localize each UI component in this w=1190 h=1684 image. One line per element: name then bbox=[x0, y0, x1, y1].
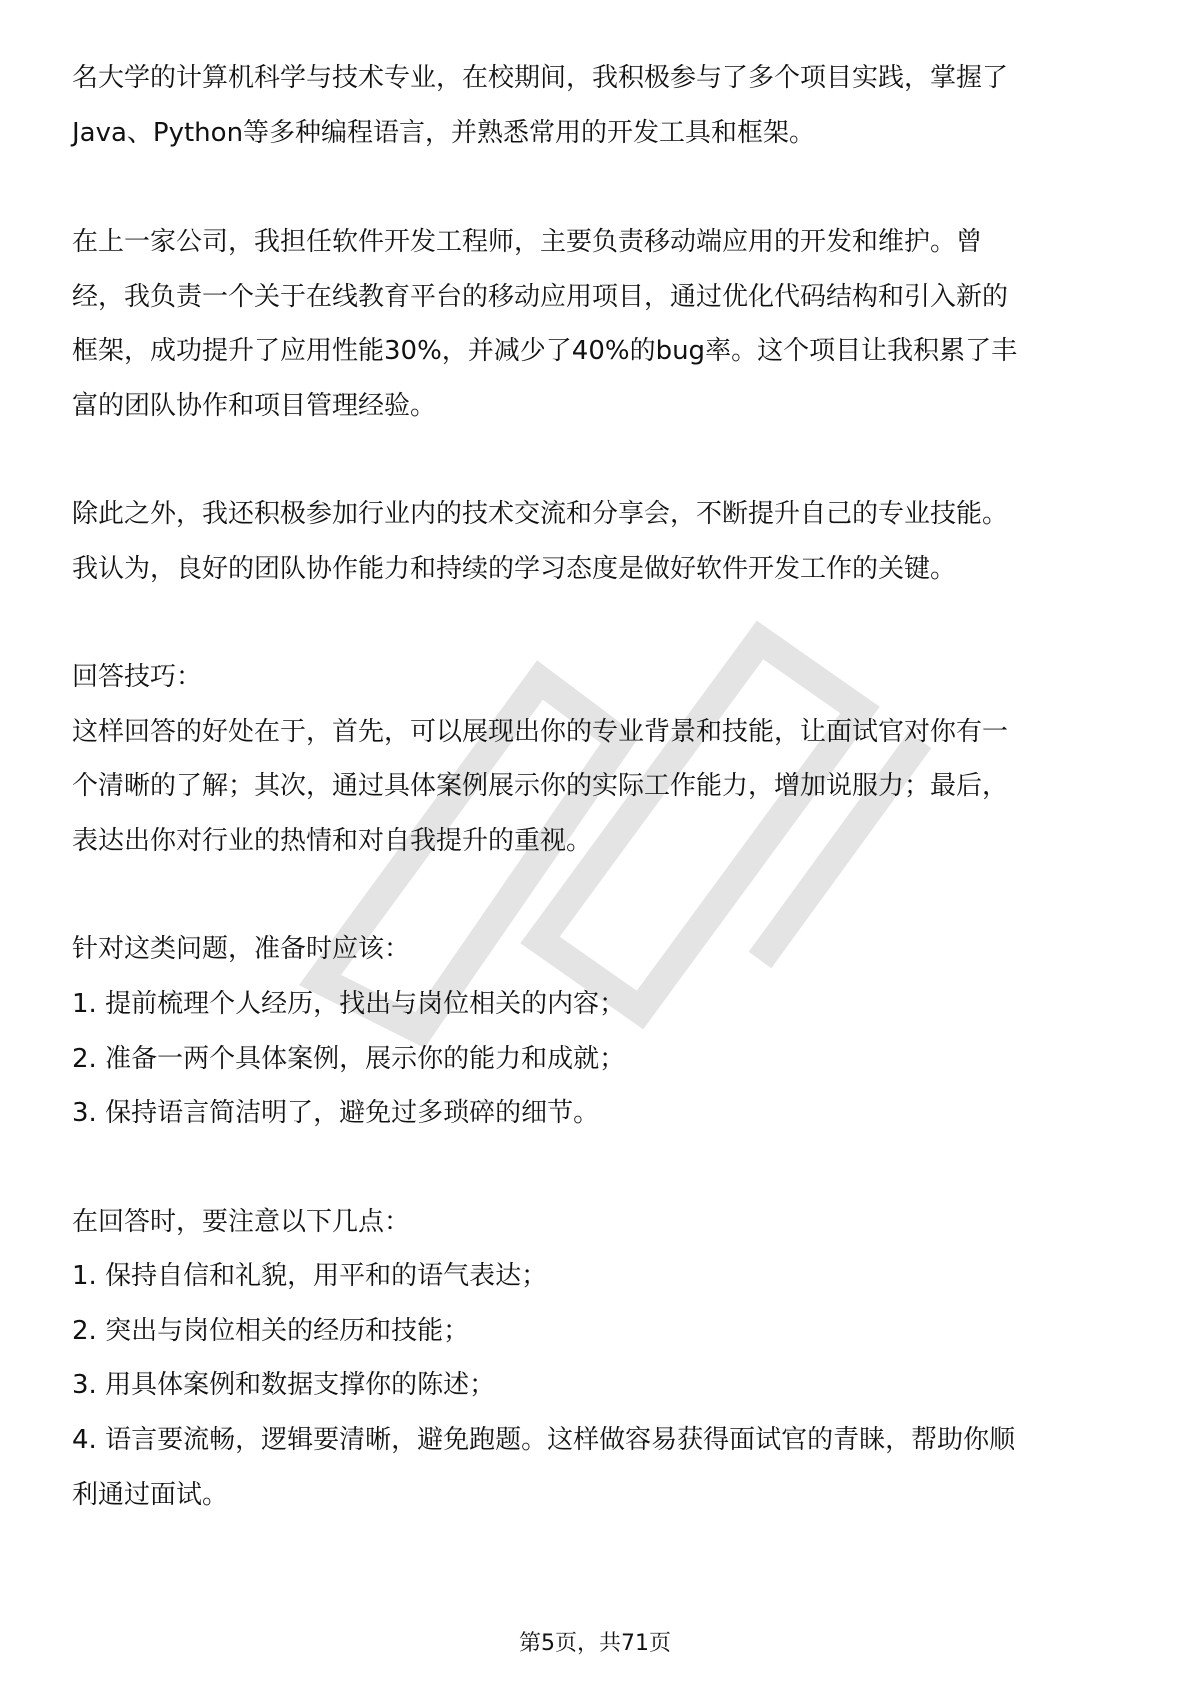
text-line: 在上一家公司，我担任软件开发工程师，主要负责移动端应用的开发和维护。曾 bbox=[72, 227, 983, 257]
text-line: 这样回答的好处在于，首先，可以展现出你的专业背景和技能，让面试官对你有一 bbox=[72, 717, 1009, 747]
text-line: 我认为，良好的团队协作能力和持续的学习态度是做好软件开发工作的关键。 bbox=[72, 554, 957, 584]
list-item: 1. 保持自信和礼貌，用平和的语气表达； bbox=[72, 1261, 548, 1291]
section-heading: 回答技巧： bbox=[72, 662, 203, 692]
text-line: 框架，成功提升了应用性能30%，并减少了40%的bug率。这个项目让我积累了丰 bbox=[72, 336, 1018, 366]
list-item: 2. 准备一两个具体案例，展示你的能力和成就； bbox=[72, 1044, 626, 1074]
text-line: 个清晰的了解；其次，通过具体案例展示你的实际工作能力，增加说服力；最后， bbox=[72, 771, 1009, 801]
list-item: 2. 突出与岗位相关的经历和技能； bbox=[72, 1316, 470, 1346]
text-line: 富的团队协作和项目管理经验。 bbox=[72, 391, 437, 421]
text-line: 利通过面试。 bbox=[72, 1480, 229, 1510]
text-line: 经，我负责一个关于在线教育平台的移动应用项目，通过优化代码结构和引入新的 bbox=[72, 282, 1009, 312]
text-line: 表达出你对行业的热情和对自我提升的重视。 bbox=[72, 826, 593, 856]
section-heading: 针对这类问题，准备时应该： bbox=[72, 934, 411, 964]
list-item: 3. 保持语言简洁明了，避免过多琐碎的细节。 bbox=[72, 1098, 600, 1128]
page-number: 第5页，共71页 bbox=[519, 1631, 671, 1656]
list-item: 3. 用具体案例和数据支撑你的陈述； bbox=[72, 1370, 496, 1400]
text-line: 除此之外，我还积极参加行业内的技术交流和分享会，不断提升自己的专业技能。 bbox=[72, 499, 1009, 529]
text-line: Java、Python等多种编程语言，并熟悉常用的开发工具和框架。 bbox=[72, 118, 816, 148]
section-heading: 在回答时，要注意以下几点： bbox=[72, 1207, 411, 1237]
text-line: 名大学的计算机科学与技术专业，在校期间，我积极参与了多个项目实践，掌握了 bbox=[72, 63, 1009, 93]
list-item: 4. 语言要流畅，逻辑要清晰，避免跑题。这样做容易获得面试官的青睐，帮助你顺 bbox=[72, 1425, 1016, 1455]
list-item: 1. 提前梳理个人经历，找出与岗位相关的内容； bbox=[72, 989, 626, 1019]
